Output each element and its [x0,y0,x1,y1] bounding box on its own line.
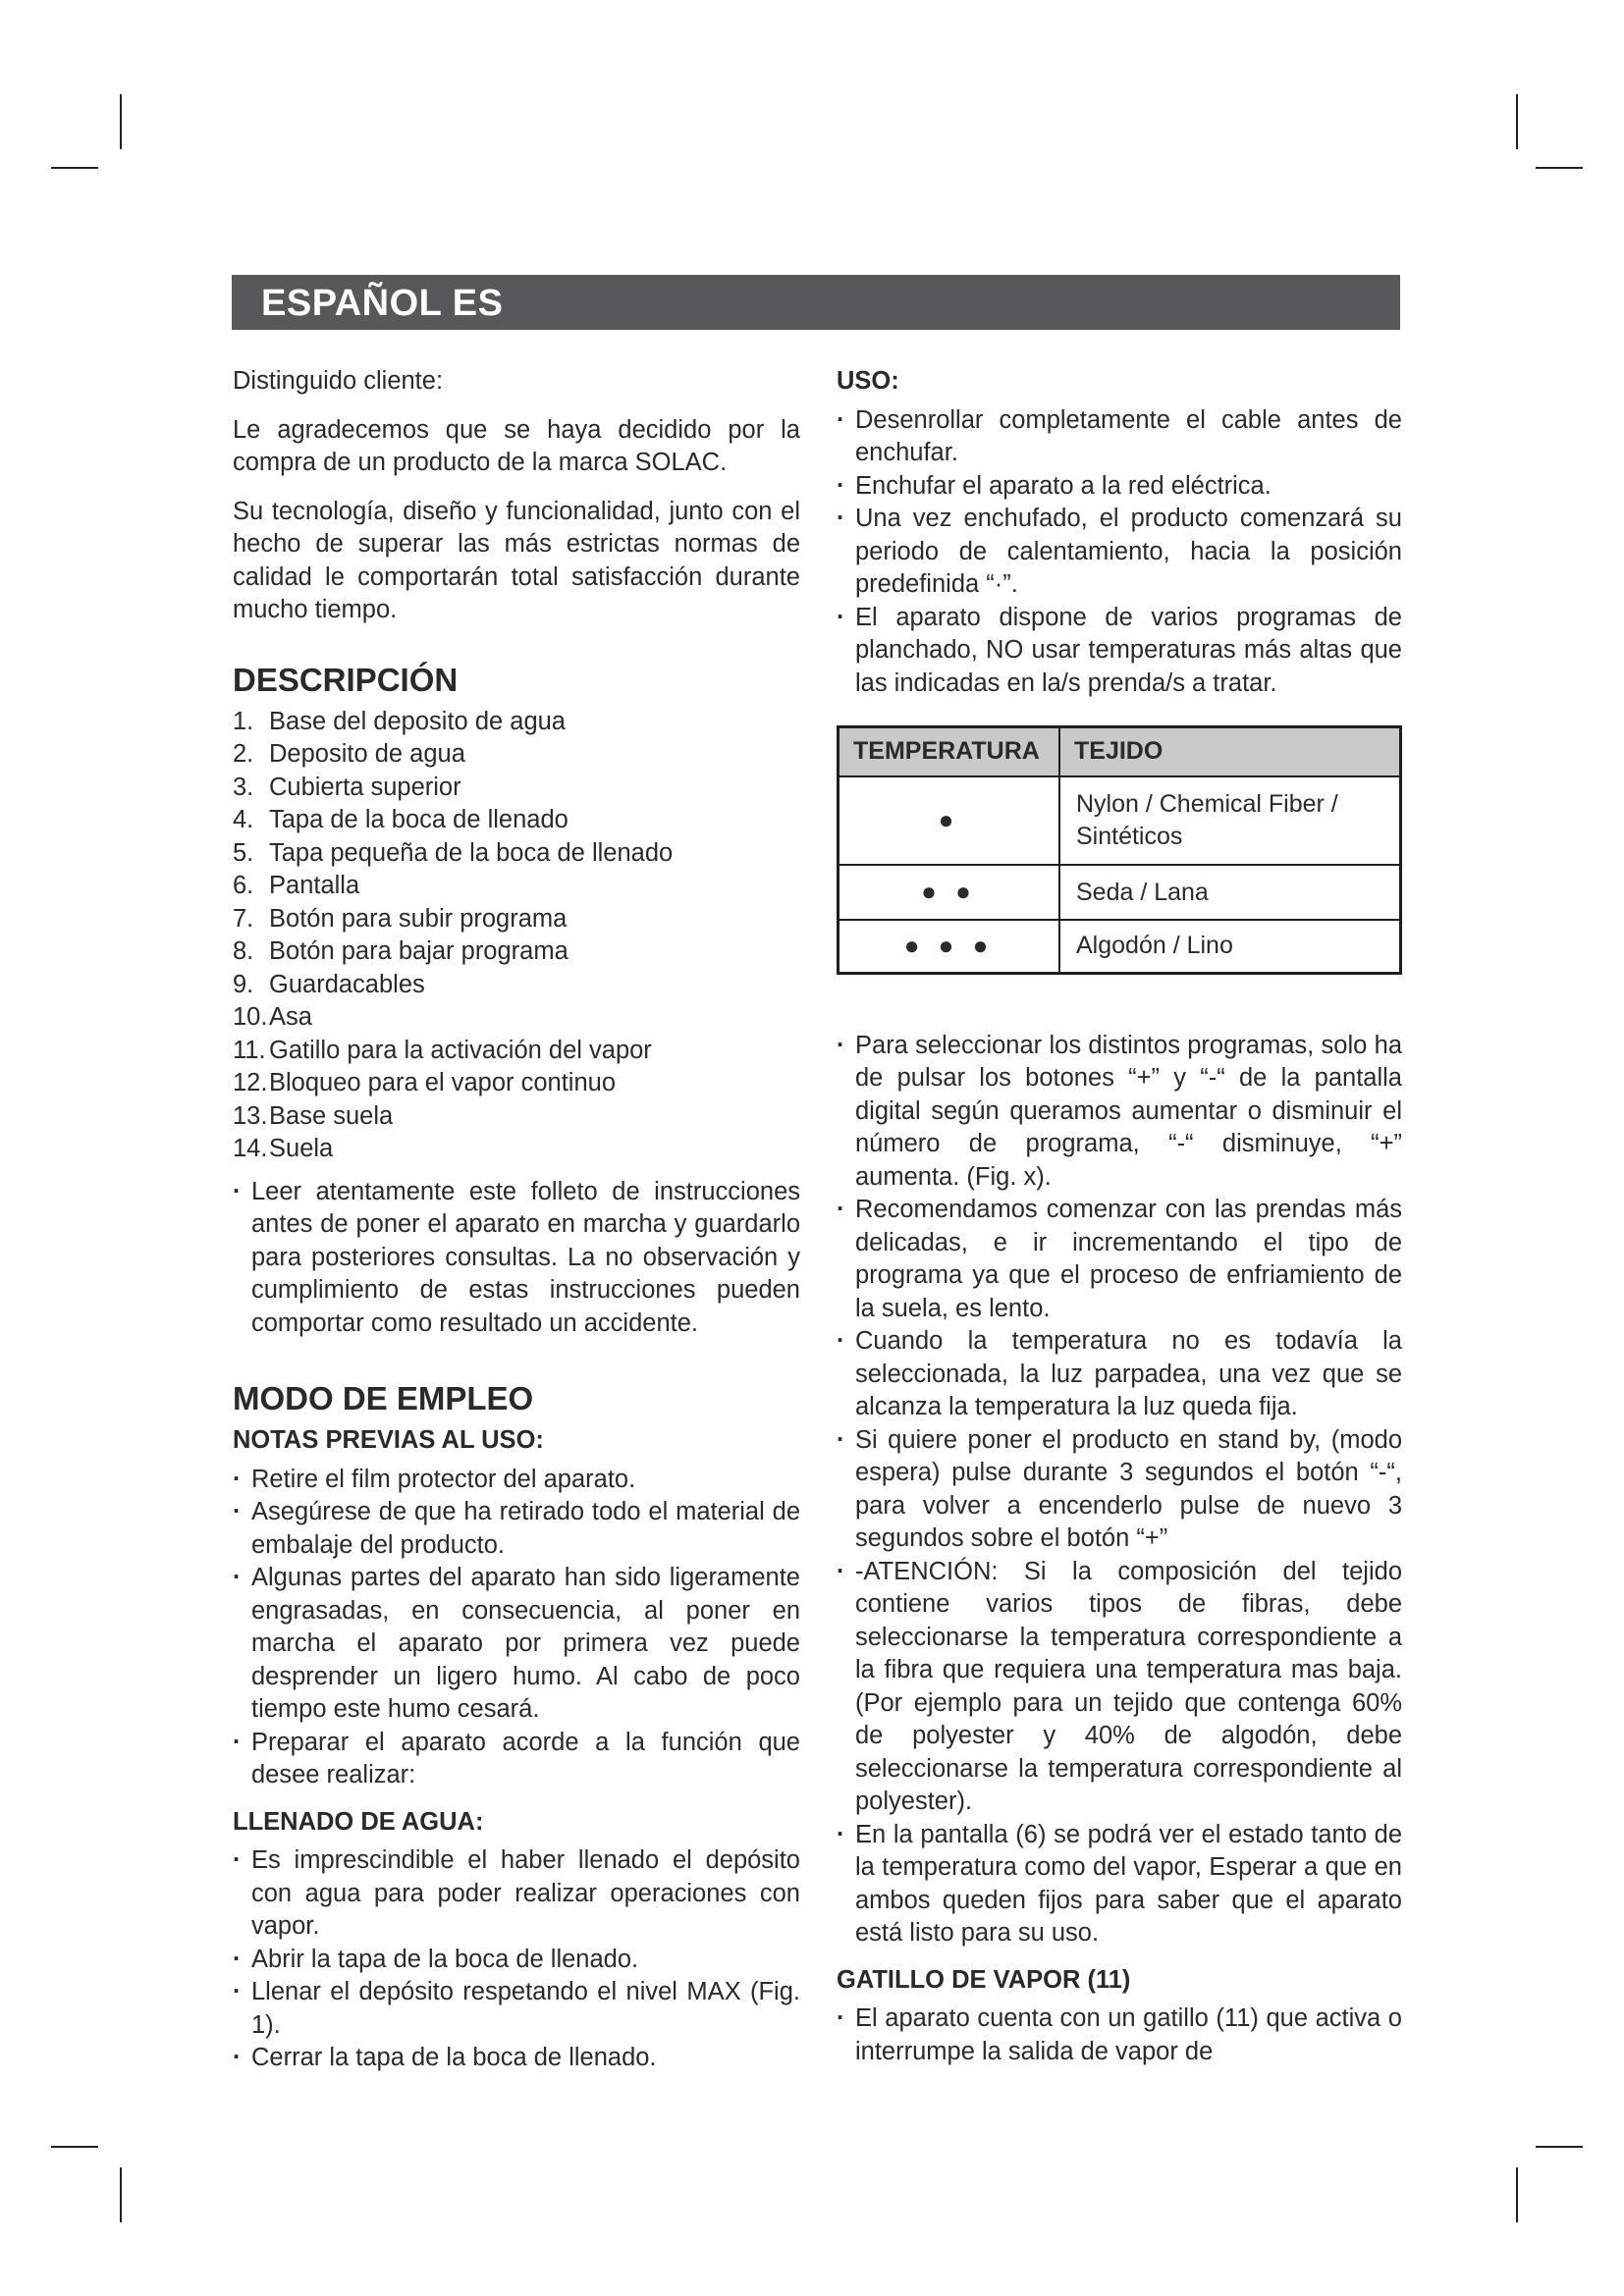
table-row [839,776,1401,865]
fabric-cell: Seda / Lana [1059,865,1401,920]
list-item: · Recomendamos comenzar con las prendas más delicadas, e ir incrementando el tipo de programa ya que el proceso de enfriamiento de la suela, es lento. [837,1194,1402,1325]
part-label: Guardacables [269,970,425,998]
list-item: · El aparato dispone de varios programas de planchado, NO usar temperaturas más altas que las indicadas en la/s prenda/s a tratar. [837,602,1402,701]
list-item: · Cerrar la tapa de la boca de llenado. [233,2042,800,2075]
part-label: Pantalla [269,872,360,899]
part-item [233,772,800,805]
part-item [233,870,800,903]
part-item [233,1067,800,1100]
part-item [233,804,800,837]
crop-mark [1516,94,1518,149]
crop-mark [1536,167,1583,169]
list-item: · Retire el film protector del aparato. [233,1464,800,1497]
part-number: 2. [233,740,254,768]
list-item: · Algunas partes del aparato han sido ligeramente engrasadas, en consecuencia, al poner en marcha el aparato por primera vez puede desprender un ligero humo. Al cabo de poco tiempo este humo cesará. [233,1562,800,1727]
read-note-list [233,1176,800,1341]
part-number: 5. [233,838,254,867]
temperature-table [837,725,1402,975]
part-number: 10. [233,1003,268,1031]
crop-mark [51,2146,98,2148]
part-label: Bloqueo para el vapor continuo [269,1069,617,1096]
list-item: · Una vez enchufado, el producto comenzará su periodo de calentamiento, hacia la posición predefinida “·”. [837,503,1402,602]
list-item: · Desenrollar completamente el cable antes de enchufar. [837,404,1402,470]
crop-mark [1516,2167,1518,2222]
part-label: Base del deposito de agua [269,707,566,735]
part-item [233,1133,800,1166]
part-item [233,837,800,871]
part-item [233,1035,800,1068]
table-row [839,920,1401,973]
use-heading: USO: [837,367,899,395]
list-item: · Preparar el aparato acorde a la función que desee realizar: [233,1727,800,1792]
list-item: · Para seleccionar los distintos programas, solo ha de pulsar los botones “+” y “-“ de la pantalla digital según queramos aumentar o disminuir el número de programa, “-“ disminuye, “+” aumenta. (Fig. x). [837,1030,1402,1195]
part-number: 4. [233,806,254,833]
language-header-bar [232,275,1400,330]
part-number: 1. [233,707,254,735]
table-row [839,865,1401,920]
left-column [233,365,800,2075]
previous-notes-list [233,1464,800,1792]
part-item [233,935,800,969]
part-label: Botón para subir programa [269,904,568,933]
part-label: Deposito de agua [269,740,465,768]
fabric-cell: Algodón / Lino [1059,920,1401,973]
part-item [233,738,800,772]
part-item [233,1100,800,1134]
fabric-column-header: TEJIDO [1059,727,1401,777]
part-number: 14. [233,1135,268,1162]
program-notes-list [837,1030,1402,1950]
water-fill-list [233,1844,800,2075]
part-label: Cubierta superior [269,773,461,801]
list-item: · Enchufar el aparato a la red eléctrica. [837,470,1402,504]
crop-mark [120,2167,122,2222]
part-item [233,903,800,936]
crop-mark [51,167,98,169]
part-number: 8. [233,937,254,965]
list-item: · Asegúrese de que ha retirado todo el material de embalaje del producto. [233,1496,800,1562]
use-list [837,404,1402,701]
list-item: · Abrir la tapa de la boca de llenado. [233,1944,800,1977]
part-number: 7. [233,904,254,933]
part-item [233,969,800,1002]
list-item: · El aparato cuenta con un gatillo (11) que activa o interrumpe la salida de vapor de [837,2002,1402,2068]
part-number: 3. [233,773,254,801]
temperature-dots: ● ● [839,865,1060,920]
list-item: · Es imprescindible el haber llenado el depósito con agua para poder realizar operaciones con vapor. [233,1844,800,1944]
list-item: · Llenar el depósito respetando el nivel MAX (Fig. 1). [233,1976,800,2042]
part-label: Base suela [269,1101,394,1130]
part-number: 12. [233,1069,268,1096]
part-label: Suela [269,1135,334,1162]
description-heading: DESCRIPCIÓN [233,661,459,698]
part-label: Tapa de la boca de llenado [269,806,568,833]
temperature-dots: ● [839,776,1060,865]
fabric-cell: Nylon / Chemical Fiber / Sintéticos [1059,776,1401,865]
part-item [233,706,800,739]
part-number: 11. [233,1036,266,1064]
part-label: Botón para bajar programa [269,937,568,965]
table-header-row [839,727,1401,777]
previous-notes-heading: NOTAS PREVIAS AL USO: [233,1426,544,1454]
part-label: Gatillo para la activación del vapor [269,1036,652,1064]
water-fill-heading: LLENADO DE AGUA: [233,1807,484,1836]
part-number: 13. [233,1101,268,1130]
crop-mark [120,94,122,149]
part-number: 6. [233,872,254,899]
part-label: Tapa pequeña de la boca de llenado [269,838,674,867]
right-column [837,365,1402,2068]
list-item: · Cuando la temperatura no es todavía la seleccionada, la luz parpadea, una vez que se alcanza la temperatura la luz queda fija. [837,1325,1402,1424]
read-note: · Leer atentamente este folleto de instrucciones antes de poner el aparato en marcha y guardarlo para posteriores consultas. La no observación y cumplimiento de estas instrucciones pueden comportar como resultado un accidente. [233,1176,800,1341]
list-item: · En la pantalla (6) se podrá ver el estado tanto de la temperatura como del vapor, Esperar a que en ambos queden fijos para saber que el aparato está listo para su uso. [837,1819,1402,1950]
mode-heading: MODO DE EMPLEO [233,1380,534,1416]
steam-trigger-heading: GATILLO DE VAPOR (11) [837,1965,1131,1994]
part-item [233,1001,800,1035]
part-number: 9. [233,970,254,998]
parts-list [233,706,800,1166]
temperature-dots: ● ● ● [839,920,1060,973]
list-item: · Si quiere poner el producto en stand by, (modo espera) pulse durante 3 segundos el botón “-“, para volver a encenderlo pulse de nuevo 3 segundos sobre el botón “+” [837,1424,1402,1556]
temperature-column-header: TEMPERATURA [839,727,1060,777]
steam-trigger-list [837,2002,1402,2068]
page-title: ESPAÑOL ES [261,283,504,324]
greeting: Distinguido cliente: [233,367,444,395]
part-label: Asa [269,1003,312,1031]
intro-paragraph-2: Su tecnología, diseño y funcionalidad, junto con el hecho de superar las más estrictas normas de calidad le comportarán total satisfacción durante mucho tiempo. [233,497,800,623]
list-item: · -ATENCIÓN: Si la composición del tejido contiene varios tipos de fibras, debe seleccionarse la temperatura correspondiente a la fibra que requiera una temperatura mas baja. (Por ejemplo para un tejido que contenga 60% de polyester y 40% de algodón, debe seleccionarse la temperatura correspondiente al polyester). [837,1556,1402,1819]
intro-paragraph-1: Le agradecemos que se haya decidido por la compra de un producto de la marca SOLAC. [233,415,800,476]
crop-mark [1536,2146,1583,2148]
